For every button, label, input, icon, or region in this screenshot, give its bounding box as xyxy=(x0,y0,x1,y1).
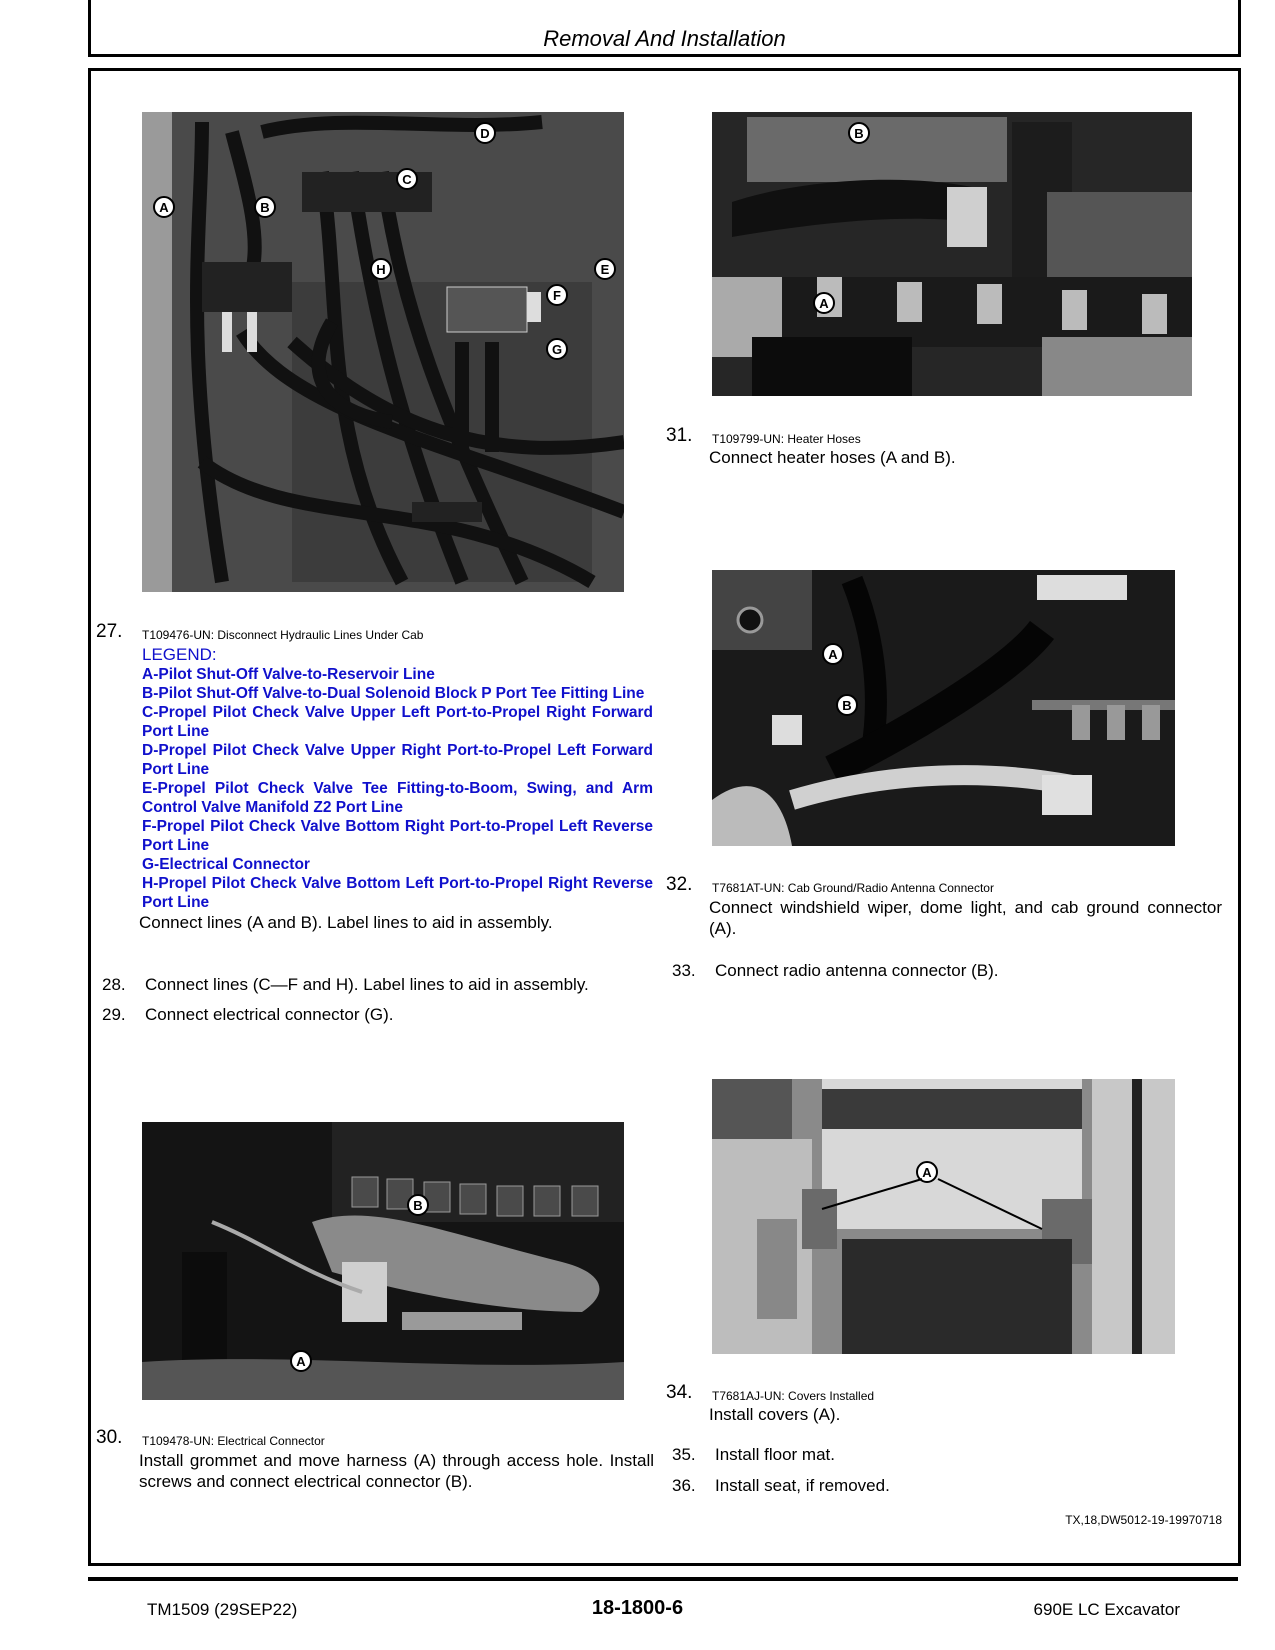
callout-h: H xyxy=(370,258,392,280)
legend-item-f: F-Propel Pilot Check Valve Bottom Right Port-to-Propel Left Reverse Port Line xyxy=(142,818,653,854)
cab-ground-connector-illustration xyxy=(712,570,1175,846)
photo-cab-ground-connector xyxy=(712,570,1175,846)
step-number: 35. xyxy=(672,1445,696,1464)
photo-covers-installed xyxy=(712,1079,1175,1354)
step-number: 27. xyxy=(96,621,123,642)
step-number: 30. xyxy=(96,1427,123,1448)
callout-a: A xyxy=(290,1350,312,1372)
step-instruction: Install floor mat. xyxy=(715,1445,835,1464)
figure-caption: T109478-UN: Electrical Connector xyxy=(142,1434,325,1448)
photo-heater-hoses xyxy=(712,112,1192,396)
callout-e: E xyxy=(594,258,616,280)
step-instruction: Connect heater hoses (A and B). xyxy=(709,448,956,467)
legend-item-b: B-Pilot Shut-Off Valve-to-Dual Solenoid Block P Port Tee Fitting Line xyxy=(142,685,645,702)
callout-c: C xyxy=(396,168,418,190)
electrical-connector-illustration xyxy=(142,1122,624,1400)
step-instruction: Connect lines (A and B). Label lines to aid in assembly. xyxy=(139,913,553,932)
step-instruction: Connect lines (C—F and H). Label lines to aid in assembly. xyxy=(145,975,589,994)
step-number: 31. xyxy=(666,425,693,446)
callout-g: G xyxy=(546,338,568,360)
photo-electrical-connector xyxy=(142,1122,624,1400)
step-instruction: Connect electrical connector (G). xyxy=(145,1005,394,1024)
step-instruction: Install covers (A). xyxy=(709,1405,841,1424)
legend-item-g: G-Electrical Connector xyxy=(142,856,310,873)
step-number: 36. xyxy=(672,1476,696,1495)
figure-caption: T109476-UN: Disconnect Hydraulic Lines Under Cab xyxy=(142,628,424,642)
step-number: 33. xyxy=(672,961,696,980)
leader-lines xyxy=(712,1079,1175,1354)
figure-caption: T7681AT-UN: Cab Ground/Radio Antenna Connector xyxy=(712,881,994,895)
figure-caption: T109799-UN: Heater Hoses xyxy=(712,432,861,446)
step-number: 29. xyxy=(102,1005,126,1024)
section-title: Removal And Installation xyxy=(543,26,786,51)
callout-a: A xyxy=(822,643,844,665)
footer-page-number: 18-1800-6 xyxy=(591,1597,684,1619)
callout-b: B xyxy=(848,122,870,144)
legend-item-h: H-Propel Pilot Check Valve Bottom Left Port-to-Propel Right Reverse Port Line xyxy=(142,875,653,911)
step-instruction: Connect windshield wiper, dome light, and cab ground connector (A). xyxy=(709,898,1222,938)
callout-b: B xyxy=(407,1194,429,1216)
document-reference-code: TX,18,DW5012-19-19970718 xyxy=(1065,1513,1222,1527)
photo-hydraulic-lines xyxy=(142,112,624,592)
legend-item-e: E-Propel Pilot Check Valve Tee Fitting-to-Boom, Swing, and Arm Control Valve Manifold Z2 Port Line xyxy=(142,780,653,816)
footer-manual-id: TM1509 (29SEP22) xyxy=(147,1600,298,1619)
legend-block xyxy=(139,645,653,933)
legend-item-d: D-Propel Pilot Check Valve Upper Right Port-to-Propel Left Forward Port Line xyxy=(142,742,653,778)
callout-a: A xyxy=(916,1161,938,1183)
legend-title: LEGEND: xyxy=(142,645,217,664)
step-number: 32. xyxy=(666,874,693,895)
legend-item-c: C-Propel Pilot Check Valve Upper Left Port-to-Propel Right Forward Port Line xyxy=(142,704,653,740)
step-instruction: Connect radio antenna connector (B). xyxy=(715,961,999,980)
figure-caption: T7681AJ-UN: Covers Installed xyxy=(712,1389,875,1403)
step-number: 28. xyxy=(102,975,126,994)
callout-a: A xyxy=(813,292,835,314)
callout-a: A xyxy=(153,196,175,218)
page-header xyxy=(88,0,1241,57)
step-instruction: Install seat, if removed. xyxy=(715,1476,890,1495)
footer-model: 690E LC Excavator xyxy=(1033,1600,1180,1619)
heater-hoses-illustration xyxy=(712,112,1192,396)
callout-b: B xyxy=(836,694,858,716)
callout-f: F xyxy=(546,284,568,306)
footer-divider xyxy=(88,1577,1238,1581)
step-instruction: Install grommet and move harness (A) through access hole. Install screws and connect electrical connector (B). xyxy=(139,1451,654,1491)
legend-item-a: A-Pilot Shut-Off Valve-to-Reservoir Line xyxy=(142,666,435,683)
step-number: 34. xyxy=(666,1382,693,1403)
callout-b: B xyxy=(254,196,276,218)
callout-d: D xyxy=(474,122,496,144)
